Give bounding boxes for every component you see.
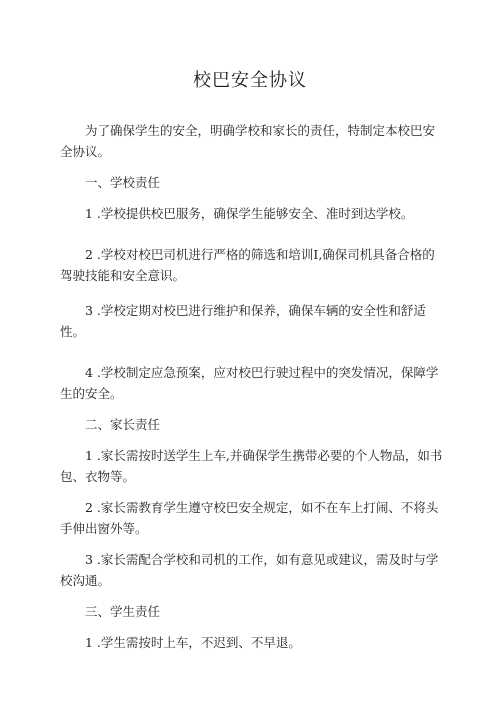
parent-item-1: 1 .家长需按时送学生上车,并确保学生携带必要的个人物品，如书包、衣物等。 xyxy=(60,448,443,484)
section-heading-parents: 二、家长责任 xyxy=(85,417,161,432)
parent-item-2: 2 .家长需教育学生遵守校巴安全规定，如不在车上打闹、不将头手伸出窗外等。 xyxy=(60,500,439,536)
school-item-4: 4 .学校制定应急预案，应对校巴行驶过程中的突发情况，保障学生的安全。 xyxy=(60,365,439,401)
school-item-3: 3 .学校定期对校巴进行维护和保养，确保车辆的安全性和舒适性。 xyxy=(60,303,426,339)
intro-paragraph: 为了确保学生的安全，明确学校和家长的责任，特制定本校巴安全协议。 xyxy=(60,123,436,159)
student-item-1: 1 .学生需按时上车，不迟到、不早退。 xyxy=(85,635,301,650)
school-item-1: 1 .学校提供校巴服务，确保学生能够安全、准时到达学校。 xyxy=(85,206,414,221)
section-heading-students: 三、学生责任 xyxy=(85,604,161,619)
school-item-2: 2 .学校对校巴司机进行严格的筛选和培训I,确保司机具备合格的驾驶技能和安全意识。 xyxy=(60,247,435,283)
parent-item-3: 3 .家长需配合学校和司机的工作，如有意见或建议，需及时与学校沟通。 xyxy=(60,552,439,588)
document-body xyxy=(60,120,444,653)
section-heading-school: 一、学校责任 xyxy=(85,175,161,190)
document-title: 校巴安全协议 xyxy=(193,70,307,91)
